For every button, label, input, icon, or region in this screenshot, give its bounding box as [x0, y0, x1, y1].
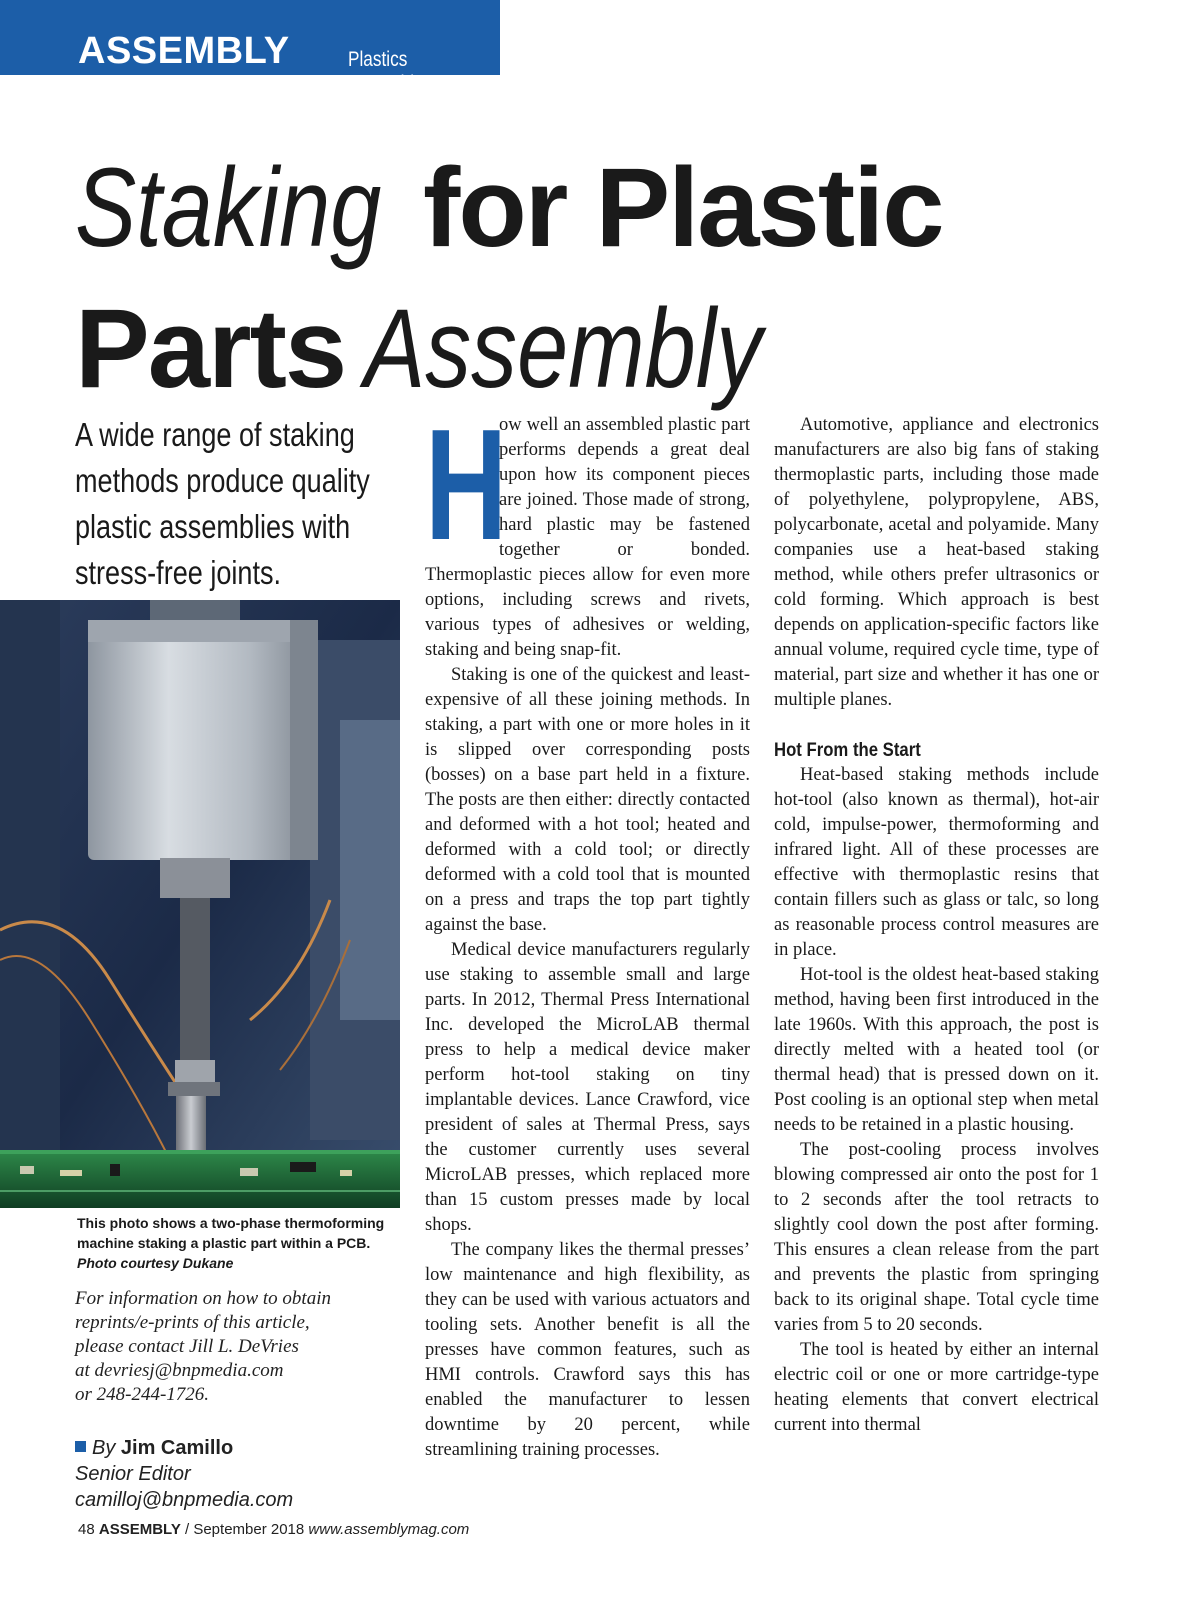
footer-url[interactable]: www.assemblymag.com — [308, 1521, 470, 1538]
article-paragraph: The post-cooling process involves blowing compressed air onto the post for 1 to 2 seconds after the tool retracts to slightly cool down the post after forming. This ensures a clean release from the part and prevents the plastic from springing back to its original shape. Total cycle time varies from 5 to 20 seconds. — [774, 1140, 1099, 1335]
article-paragraph: Staking is one of the quickest and least-expensive of all these joining methods. In staking, a part with one or more holes in it is slipped over corresponding posts (bosses) on a base part held in a fixture. The posts are then either: directly contacted and deformed with a hot tool; heated and deformed with a cold tool; or directly deformed with a cold tool that is mounted on a press and traps the top part tightly against the base. — [425, 665, 750, 935]
article-column-1 — [425, 397, 750, 1463]
author-title: Senior Editor — [75, 1463, 191, 1485]
page-footer — [78, 1521, 469, 1538]
caption-text: This photo shows a two-phase thermoforming machine staking a plastic part within a PCB. — [77, 1215, 385, 1251]
reprint-line: For information on how to obtain — [75, 1288, 331, 1309]
article-paragraph: Hot-tool is the oldest heat-based staking method, having been first introduced in the late 1960s. With this approach, the post is directly melted with a heated tool (or thermal head) that is pressed down on it. Post cooling is an optional step when metal needs to be retained in a plastic housing. — [774, 965, 1099, 1135]
subhead-text: Hot From the Start — [774, 740, 921, 761]
byline-author — [75, 1435, 405, 1461]
article-column-2 — [774, 413, 1099, 1438]
photo-credit: Photo courtesy Dukane — [77, 1255, 234, 1271]
article-paragraph: Heat-based staking methods include hot-tool (also known as thermal), hot-air cold, impulse-power, thermoforming and infrared light. All of these processes are effective with thermoplastic resins that contain fillers such as glass or talc, so long as reasonable process control measures are in place. — [774, 765, 1099, 960]
header-band — [0, 0, 500, 95]
magazine-brand: ASSEMBLY — [78, 30, 290, 72]
article-paragraph: The company likes the thermal presses’ low maintenance and high flexibility, as they can be used with various actuators and tooling sets. Another benefit is all the presses have common features, such as HMI controls. Crawford says this has enabled the manufacturer to lessen downtime by 20 percent, while streamlining training processes. — [425, 1240, 750, 1460]
article-paragraph: The tool is heated by either an internal electric coil or one or more cartridge-type heating elements that convert electrical current into thermal — [774, 1340, 1099, 1435]
headline-italic-word-2: Assembly — [363, 286, 762, 411]
author-name: Jim Camillo — [120, 1437, 234, 1459]
paragraph-text: ow well an assembled plastic part performs depends a great deal upon how its component pieces are joined. Those made of strong, hard plastic may be fastened together or bonded. Thermoplastic pieces allow for even more options, including screws and rivets, various types of adhesives or welding, staking and being snap-fit. — [425, 415, 750, 660]
reprint-line: reprints/e-prints of this article, — [75, 1312, 310, 1333]
square-bullet-icon — [75, 1441, 86, 1452]
headline-italic-word: Staking — [75, 145, 382, 270]
byline — [75, 1435, 405, 1513]
byline-by: By — [92, 1437, 116, 1459]
photo-illustration — [0, 600, 400, 1208]
section-label: Plastics Assembly — [348, 48, 423, 95]
headline-line-2 — [75, 286, 849, 411]
footer-date: / September 2018 — [185, 1521, 305, 1538]
author-email: camilloj@bnpmedia.com — [75, 1489, 294, 1511]
article-paragraph: Medical device manufacturers regularly use staking to assemble small and large parts. In 2012, Thermal Press International Inc. developed the MicroLAB thermal press to help a medical device maker perform hot-tool staking on tiny implantable devices. Lance Crawford, vice president of sales at Thermal Press, says the customer currently uses several MicroLAB presses, which replaced more than 15 custom presses made by local shops. — [425, 940, 750, 1235]
footer-magazine: ASSEMBLY — [98, 1521, 181, 1538]
headline-bold-word: Parts — [75, 286, 346, 411]
photo-caption — [77, 1213, 407, 1273]
page-number: 48 — [78, 1521, 95, 1538]
article-paragraph: Automotive, appliance and electronics manufacturers are also big fans of staking thermoplastic parts, including those made of polyethylene, polypropylene, ABS, polycarbonate, acetal and polyamide. Many companies use a heat-based staking method, while others prefer ultrasonics or cold forming. Which approach is best depends on application-specific factors like annual volume, required cycle time, type of material, part size and whether it has one or multiple planes. — [774, 415, 1099, 710]
headline-line-1 — [75, 145, 943, 270]
deck-subtitle: A wide range of staking methods produce quality plastic assemblies with stress-free joints. — [75, 416, 370, 591]
headline-bold-words: for Plastic — [423, 145, 943, 270]
reprint-line: please contact Jill L. DeVries — [75, 1336, 299, 1357]
article-paragraph — [425, 397, 750, 663]
reprint-info — [75, 1287, 405, 1407]
machine-photo — [0, 600, 400, 1208]
reprint-line: or 248-244-1726. — [75, 1384, 210, 1405]
drop-cap: H — [425, 397, 508, 573]
section-subhead — [774, 738, 1099, 763]
reprint-line: at devriesj@bnpmedia.com — [75, 1360, 284, 1381]
